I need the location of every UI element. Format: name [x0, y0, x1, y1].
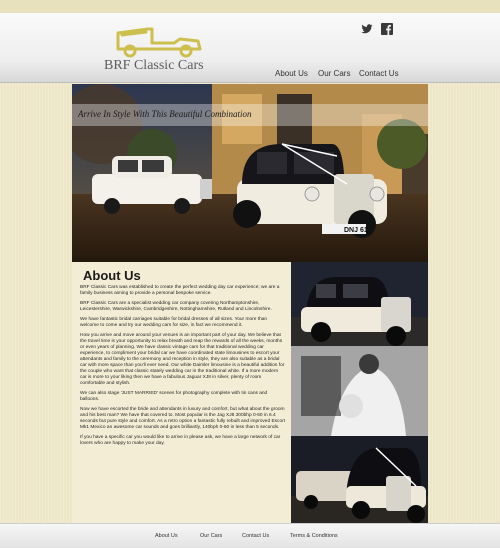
- side-photo-vintage-car: [291, 262, 428, 346]
- number-plate: DNJ 612: [344, 227, 372, 234]
- main-nav: [0, 69, 500, 81]
- about-paragraph: We have fantastic bridal carriages suitable for bridal dresses of all sizes. Your more than welcome to come and try our wedding cars for size, in fact we recommend it.: [80, 317, 268, 328]
- about-paragraph: If you have a specific car you would like to arrive in please ask, we have a large network of car lovers who are happy to make your day.: [80, 435, 281, 446]
- header-top-strip: [0, 0, 500, 13]
- brand-name: BRF Classic Cars: [104, 58, 204, 73]
- nav-about-us[interactable]: About Us: [275, 69, 308, 78]
- twitter-icon[interactable]: [361, 22, 373, 34]
- side-photo-cars-pair: [291, 436, 428, 523]
- site-footer: [0, 523, 500, 548]
- hero-image: [72, 84, 428, 262]
- footer-our-cars[interactable]: Our Cars: [200, 533, 223, 539]
- about-paragraph: How you arrive and move around your venues is an important part of your day. We believe that the travel time is your opportunity to relax breath and reap the rewards of all the weeks, months or even years of planning. We have classic vintage cars for that traditional wedding car experience, to compliment your bridal car we have coordinated state limousines to escort your attendants and family to the ceremony and reception in style, they are also suitable as a bridal car with more space than you'll ever need. Our white Daimler limousine is a beautiful addition for the couple who want that classic stately wedding car in the traditional white. If a more modern car is more to your liking then we have a fabulous Jaguar XJ8 in silver, plenty of room comfortable and stylish.: [80, 333, 285, 386]
- about-paragraph: Now we have escorted the bride and attendants in luxury and comfort, but what about the groom and his best man? We have that covered to. Most popular is the Jag XJ8 300bhp 0-60 in 6.4 seconds but pure style and comfort. As a retro option a fantastic fully rebuilt and improved Escort Mk1 Mexico an awesome car sounds and goes brilliantly, 140bph 0-60 in less than 5 seconds.: [80, 407, 286, 430]
- facebook-icon[interactable]: [381, 22, 393, 34]
- nav-contact-us[interactable]: Contact Us: [359, 69, 399, 78]
- social-links: [361, 22, 393, 34]
- about-paragraph: We can also stage 'JUST MARRIED' scenes for photography complete with tin cans and balloons.: [80, 391, 268, 402]
- about-us-heading: About Us: [83, 268, 141, 283]
- footer-contact-us[interactable]: Contact Us: [242, 533, 270, 539]
- nav-our-cars[interactable]: Our Cars: [318, 69, 351, 78]
- hero-caption: Arrive In Style With This Beautiful Combination: [78, 109, 252, 119]
- vintage-car-logo-icon: [108, 23, 204, 59]
- side-photo-bride: [291, 346, 428, 436]
- site-header: [0, 13, 500, 83]
- about-paragraph: BRF Classic Cars are a specialist wedding car company covering Northamptonshire, Leicestershire, Warwickshire, Cambridgeshire, Nottinghamshire, Rutland and Lincolnshire.: [80, 301, 272, 312]
- footer-about-us[interactable]: About Us: [155, 533, 178, 539]
- about-us-body: [80, 285, 286, 451]
- footer-terms[interactable]: Terms & Conditions: [290, 533, 338, 539]
- about-paragraph: BRF Classic Cars was established to create the perfect wedding day car experience; we are a family business aiming to provide a personal bespoke service.: [80, 285, 280, 296]
